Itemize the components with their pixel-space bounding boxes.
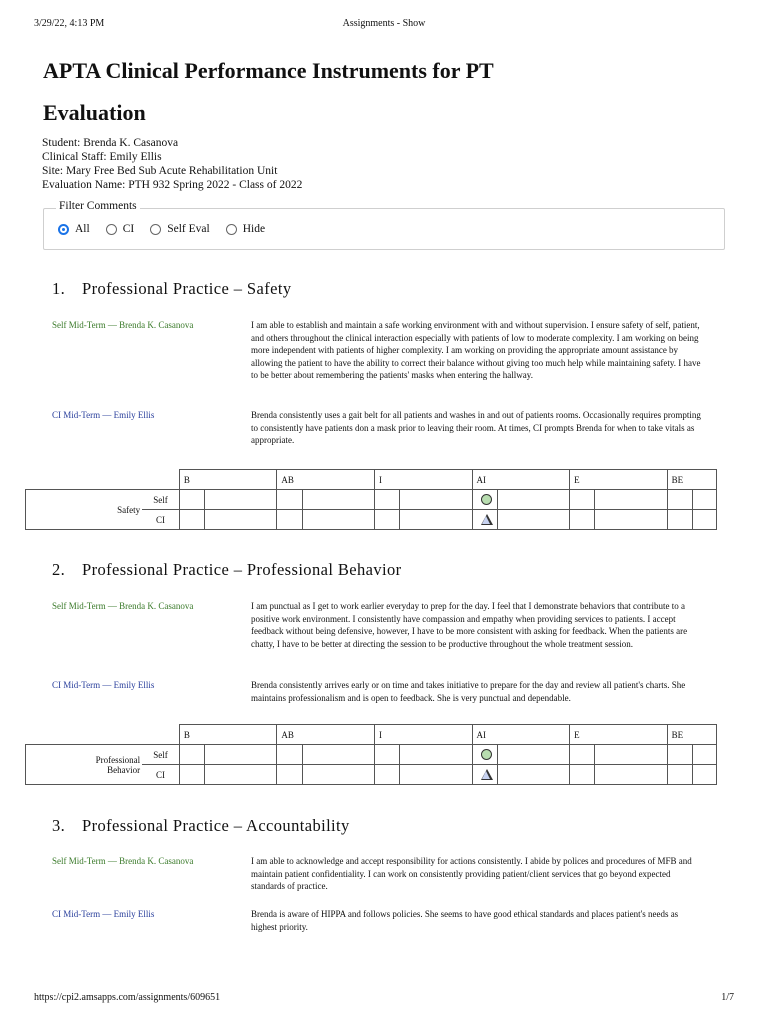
self-comment-label: Self Mid-Term — Brenda K. Casanova [52, 601, 194, 611]
row-label-ci: CI [142, 765, 179, 785]
ci-comment-label: CI Mid-Term — Emily Ellis [52, 410, 155, 420]
filter-option-hide[interactable]: Hide [226, 223, 265, 235]
header-ab: AB [277, 725, 375, 745]
print-page-number: 1/7 [721, 992, 734, 1003]
filter-comments-group [43, 200, 725, 250]
ci-comment-text: Brenda is aware of HIPPA and follows policies. She seems to have good ethical standards and places patient's needs as highest priority. [251, 909, 679, 932]
self-rating-circle-icon [481, 494, 492, 505]
header-be: BE [667, 470, 716, 490]
radio-ci[interactable] [106, 224, 117, 235]
row-label-self: Self [142, 745, 179, 765]
header-e: E [570, 470, 668, 490]
header-b: B [179, 725, 277, 745]
header-e: E [570, 725, 668, 745]
self-comment-label: Self Mid-Term — Brenda K. Casanova [52, 856, 194, 866]
site-name: Site: Mary Free Bed Sub Acute Rehabilitation Unit [42, 165, 278, 177]
header-i: I [374, 725, 472, 745]
clinical-staff: Clinical Staff: Emily Ellis [42, 151, 162, 163]
filter-option-all[interactable]: All [58, 223, 90, 235]
row-label-self: Self [142, 490, 179, 510]
filter-option-self-eval[interactable]: Self Eval [150, 223, 209, 235]
self-rating-circle-icon [481, 749, 492, 760]
print-page-title: Assignments - Show [342, 18, 426, 29]
section-title-accountability: 3. Professional Practice – Accountability [52, 816, 350, 835]
ci-comment-label: CI Mid-Term — Emily Ellis [52, 909, 155, 919]
header-ab: AB [277, 470, 375, 490]
section-title-safety: 1. Professional Practice – Safety [52, 279, 292, 298]
ci-comment-label: CI Mid-Term — Emily Ellis [52, 680, 155, 690]
radio-all[interactable] [58, 224, 69, 235]
header-be: BE [667, 725, 716, 745]
radio-hide[interactable] [226, 224, 237, 235]
self-comment-label: Self Mid-Term — Brenda K. Casanova [52, 320, 194, 330]
row-label-ci: CI [142, 510, 179, 530]
rating-table-professional-behavior [25, 724, 717, 785]
header-i: I [374, 470, 472, 490]
self-comment-text: I am able to acknowledge and accept responsibility for actions consistently. I abide by polices and procedures of MFB and maintain patient confidentiality. I can work on consistently providing patient/client services that go beyond expected standards of practice. [251, 856, 692, 892]
evaluation-info [42, 136, 302, 192]
print-url: https://cpi2.amsapps.com/assignments/609651 [34, 992, 221, 1003]
filter-option-ci[interactable]: CI [106, 223, 135, 235]
ci-rating-triangle-icon [481, 514, 493, 525]
self-comment-text: I am punctual as I get to work earlier everyday to prep for the day. I feel that I demonstrate behaviors that contribute to a positive work environment. I consistently have compassion and empathy when providing services to patients. I accept feedback without being defensive, however, I have to be more consistent with asking for feedback. When the patients are chatty, I have to be better at directing the session to be productive throughout the whole treatment session. [251, 601, 688, 649]
rating-category: Professional Behavior [26, 745, 143, 785]
print-datetime: 3/29/22, 4:13 PM [34, 18, 105, 29]
evaluation-name: Evaluation Name: PTH 932 Spring 2022 - Class of 2022 [42, 179, 303, 191]
student-name: Student: Brenda K. Casanova [42, 137, 179, 149]
header-b: B [179, 470, 277, 490]
ci-comment-text: Brenda consistently arrives early or on time and takes initiative to prepare for the day and review all patient's charts. She maintains professionalism and is open to feedback. She is very punctual and dependable. [251, 680, 686, 703]
radio-self-eval[interactable] [150, 224, 161, 235]
filter-legend: Filter Comments [56, 200, 140, 212]
rating-table-safety [25, 469, 717, 530]
ci-rating-triangle-icon [481, 769, 493, 780]
rating-category: Safety [26, 490, 143, 530]
header-ai: AI [472, 470, 570, 490]
page-title: APTA Clinical Performance Instruments for PT Evaluation [43, 58, 494, 125]
section-title-professional-behavior: 2. Professional Practice – Professional Behavior [52, 560, 402, 579]
self-comment-text: I am able to establish and maintain a safe working environment with and without supervision. I ensure safety of self, patient, and others throughout the clinical interaction especially with patients of low to moderate complexity. I am working on being more independent with patients of higher complexity. I am working on providing the appropriate amount assistance by allowing the patient to have the ability to correct their balance without giving too much help while maintaining safety. I have to be better about remembering the patients' masks when entering the hallway. [251, 320, 701, 381]
header-ai: AI [472, 725, 570, 745]
ci-comment-text: Brenda consistently uses a gait belt for all patients and washes in and out of patients rooms. Occasionally requires prompting to consistently have patients don a mask prior to leaving their room. At times, CI prompts Brenda for when to take vitals as appropriate. [251, 410, 701, 446]
